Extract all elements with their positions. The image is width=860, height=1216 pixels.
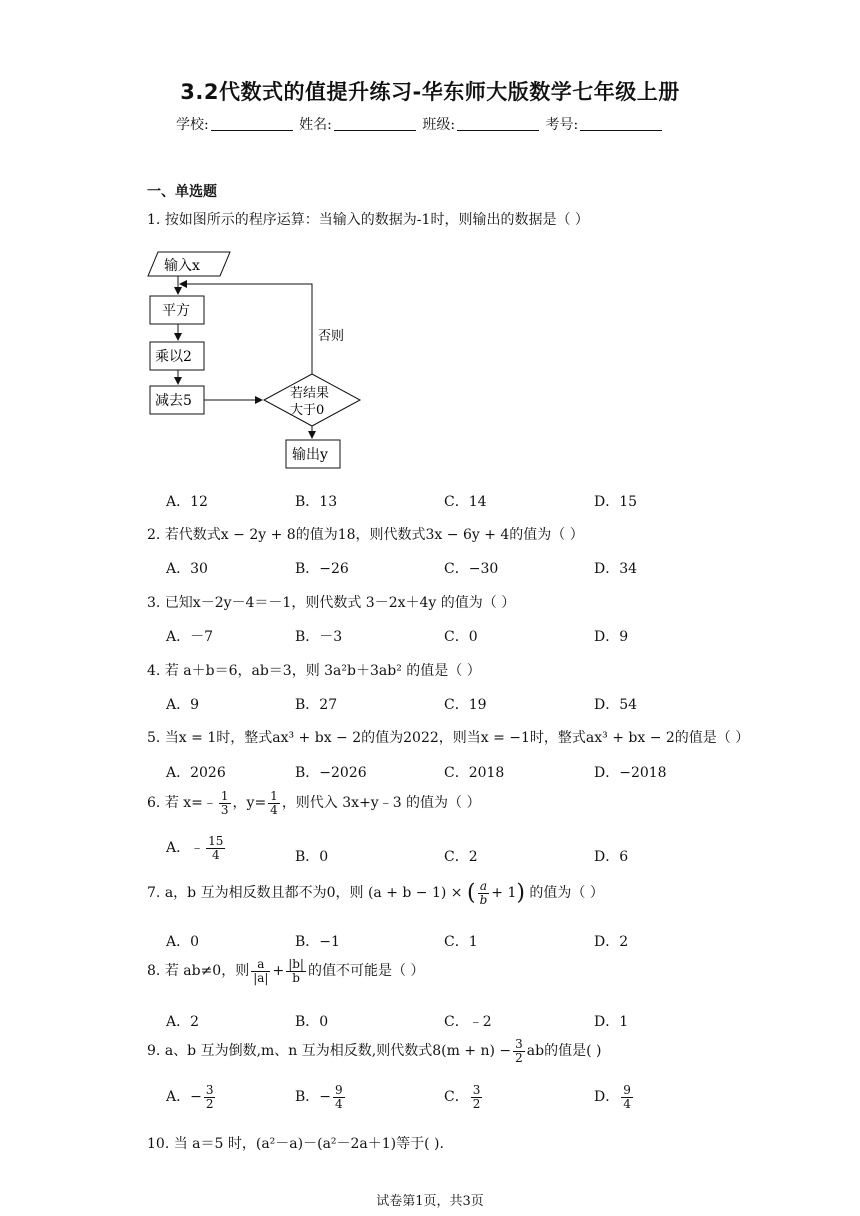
condition-line2: 大于0 (290, 403, 325, 418)
question-text: a、b 互为倒数,m、n 互为相反数,则代数式8(m + n) − (164, 1043, 512, 1060)
question-number: 3. (147, 595, 161, 611)
option-c: C．−30 (444, 561, 499, 577)
minus5-label: 减去5 (155, 393, 192, 409)
question-number: 2. (147, 527, 161, 543)
name-label: 姓名: (299, 117, 332, 133)
option-b: B．－3 (295, 629, 343, 645)
question-number: 5. (147, 730, 161, 746)
question-text: 按如图所示的程序运算：当输入的数据为-1时，则输出的数据是（ ） (164, 212, 589, 228)
option-a: A．9 (166, 697, 200, 713)
question-number: 6. (147, 795, 161, 812)
question-9 (147, 1038, 601, 1064)
input-label: 输入x (164, 258, 200, 274)
expression: + 1 (491, 885, 517, 902)
question-2 (147, 524, 584, 544)
option-d: D．2 (594, 934, 629, 950)
option-c: C．14 (444, 494, 487, 510)
question-text: 若 x=﹣ (164, 795, 217, 812)
option-d: D．54 (594, 697, 638, 713)
name-blank (334, 116, 416, 131)
question-number: 9. (147, 1043, 161, 1060)
option-a: A．30 (166, 561, 208, 577)
expression: (a + b − 1) × (367, 885, 463, 902)
question-1 (147, 209, 589, 229)
option-b: B．0 (295, 849, 329, 865)
else-label: 否则 (318, 329, 345, 344)
fraction: $\frac{9}{4}$ (335, 1083, 343, 1111)
output-label: 输出y (292, 447, 328, 463)
question-7: 7. a，b 互为相反数且都不为0，则 (a + b − 1) × ( $\frac{a}{b}$ + 1) 的值为（ ） (147, 879, 604, 907)
question-number: 10. (147, 1136, 170, 1152)
question-4 (147, 660, 481, 680)
square-label: 平方 (162, 303, 190, 319)
option-a: A．﹣ $\frac{15}{4}$ (166, 834, 224, 862)
option-b: B．−26 (295, 561, 349, 577)
number-blank (580, 116, 662, 131)
option-c: C．0 (444, 629, 478, 645)
question-text: 已知x－2y－4＝－1，则代数式 3－2x＋4y 的值为（ ） (164, 595, 516, 611)
option-a: A．12 (166, 494, 208, 510)
option-a: A．0 (166, 934, 200, 950)
fraction: $\frac{3}{2}$ (515, 1037, 523, 1065)
question-5 (147, 727, 749, 747)
page-title: 3.2代数式的值提升练习-华东师大版数学七年级上册 (180, 80, 680, 104)
section-heading: 一、单选题 (147, 184, 217, 200)
option-c: C．19 (444, 697, 487, 713)
condition-line1: 若结果 (290, 386, 330, 401)
number-label: 考号: (545, 117, 579, 133)
fraction: $\frac{a}{b}$ (479, 879, 488, 907)
fraction: $\frac{3}{2}$ (205, 1083, 214, 1111)
fraction: $\frac{|b|}{b}$ (288, 957, 304, 985)
fraction: $\frac{15}{4}$ (208, 834, 224, 862)
option-d: D．15 (594, 494, 638, 510)
option-c: C． $\frac{3}{2}$ (444, 1083, 481, 1111)
option-d: D．9 (594, 629, 629, 645)
option-b: B．−2026 (295, 765, 367, 781)
question-text: 当 a＝5 时，(a²－a)－(a²－2a＋1)等于( ). (173, 1136, 444, 1152)
fraction: $\frac{a}{|a|}$ (253, 957, 269, 985)
question-6 (147, 790, 481, 816)
option-d: D．1 (594, 1014, 629, 1030)
school-label: 学校: (176, 117, 209, 133)
question-text: ，则代入 3x+y﹣3 的值为（ ） (281, 795, 481, 812)
student-info-line (176, 114, 664, 134)
question-8: 8. 若 ab≠0，则 $\frac{a}{|a|}$ + $\frac{|b|}{b}$ 的值不可能是（ ） (147, 957, 425, 985)
question-text: 若代数式x − 2y + 8的值为18，则代数式3x − 6y + 4的值为（ ） (164, 527, 584, 543)
option-c: C．1 (444, 934, 478, 950)
question-text: 的值不可能是（ ） (307, 963, 425, 980)
option-a: A．－7 (166, 629, 214, 645)
option-c: C．﹣2 (444, 1014, 492, 1030)
option-a: A．2 (166, 1014, 200, 1030)
question-text: ab的值是( ) (526, 1043, 602, 1060)
option-d: D．34 (594, 561, 638, 577)
question-text: 若 a＋b＝6，ab＝3，则 3a²b＋3ab² 的值是（ ） (164, 663, 481, 679)
question-text: 的值为（ ） (529, 885, 604, 902)
option-b: B．13 (295, 494, 338, 510)
option-a: A．2026 (166, 765, 226, 781)
option-b: B．27 (295, 697, 338, 713)
page-footer: 试卷第1页，共3页 (376, 1194, 484, 1209)
question-text: a，b 互为相反数且都不为0，则 (164, 885, 364, 902)
question-number: 8. (147, 963, 161, 980)
option-b: B．−1 (295, 934, 340, 950)
question-number: 1. (147, 212, 161, 228)
option-b: B．− $\frac{9}{4}$ (295, 1083, 343, 1111)
fraction: $\frac{3}{2}$ (472, 1083, 481, 1111)
option-d: D．−2018 (594, 765, 667, 781)
question-3 (147, 592, 515, 612)
question-text: 当x = 1时，整式ax³ + bx − 2的值为2022，则当x = −1时，整式ax³ + bx − 2的值是（ ） (164, 730, 750, 746)
class-label: 班级: (422, 117, 456, 133)
school-blank (211, 116, 293, 131)
class-blank (457, 116, 539, 131)
question-number: 7. (147, 885, 161, 902)
question-10 (147, 1133, 444, 1153)
option-b: B．0 (295, 1014, 329, 1030)
program-flowchart (140, 240, 380, 480)
fraction: $\frac{9}{4}$ (623, 1083, 631, 1111)
fraction: $\frac{1}{3}$ (220, 789, 229, 817)
option-d: D． $\frac{9}{4}$ (594, 1083, 631, 1111)
question-number: 4. (147, 663, 161, 679)
question-text: ，y= (232, 795, 267, 812)
question-text: 若 ab≠0，则 (164, 963, 250, 980)
option-c: C．2018 (444, 765, 505, 781)
fraction: $\frac{1}{4}$ (270, 789, 278, 817)
option-d: D．6 (594, 849, 629, 865)
option-a: A．− $\frac{3}{2}$ (166, 1083, 214, 1111)
option-c: C．2 (444, 849, 478, 865)
times2-label: 乘以2 (155, 349, 192, 365)
